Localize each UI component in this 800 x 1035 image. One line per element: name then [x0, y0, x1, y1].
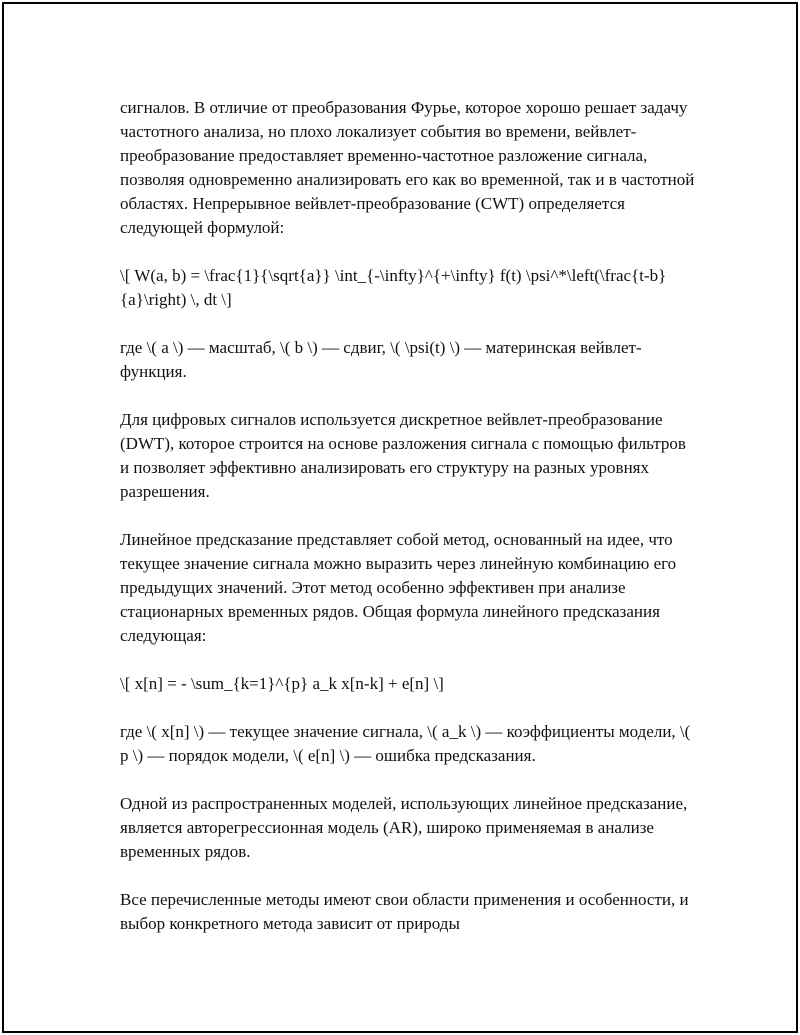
document-page [2, 2, 798, 1033]
paragraph-ar-model: Одной из распространенных моделей, использующих линейное предсказание, является авторегрессионная модель (AR), широко применяемая в анализе временных рядов. [120, 794, 688, 861]
paragraph-conclusion: Все перечисленные методы имеют свои области применения и особенности, и выбор конкретного метода зависит от природы [120, 890, 689, 933]
paragraph-cwt-definitions: где \( a \) — масштаб, \( b \) — сдвиг, \( \psi(t) \) — материнская вейвлет-функция. [120, 338, 642, 381]
paragraph-linear-prediction: Линейное предсказание представляет собой метод, основанный на идее, что текущее значение сигнала можно выразить через линейную комбинацию его предыдущих значений. Этот метод особенно эффективен при анализе стационарных временных рядов. Общая формула линейного предсказания следующая: [120, 530, 677, 645]
paragraph-wavelet-intro: сигналов. В отличие от преобразования Фурье, которое хорошо решает задачу частотного анализа, но плохо локализует события во времени, вейвлет-преобразование предоставляет временно-частотное разложение сигнала, позволяя одновременно анализировать его как во временной, так и в частотной областях. Непрерывное вейвлет-преобразование (CWT) определяется следующей формулой: [120, 98, 695, 237]
document-body [120, 96, 695, 960]
paragraph-dwt: Для цифровых сигналов используется дискретное вейвлет-преобразование (DWT), которое строится на основе разложения сигнала с помощью фильтров и позволяет эффективно анализировать его структуру на разных уровнях разрешения. [120, 410, 686, 501]
formula-cwt: \[ W(a, b) = \frac{1}{\sqrt{a}} \int_{-\infty}^{+\infty} f(t) \psi^*\left(\frac{t-b}{a}\right) \, dt \] [120, 266, 667, 309]
paragraph-lp-definitions: где \( x[n] \) — текущее значение сигнала, \( a_k \) — коэффициенты модели, \( p \) — порядок модели, \( e[n] \) — ошибка предсказания. [120, 722, 691, 765]
formula-linear-prediction: \[ x[n] = - \sum_{k=1}^{p} a_k x[n-k] + e[n] \] [120, 674, 444, 693]
